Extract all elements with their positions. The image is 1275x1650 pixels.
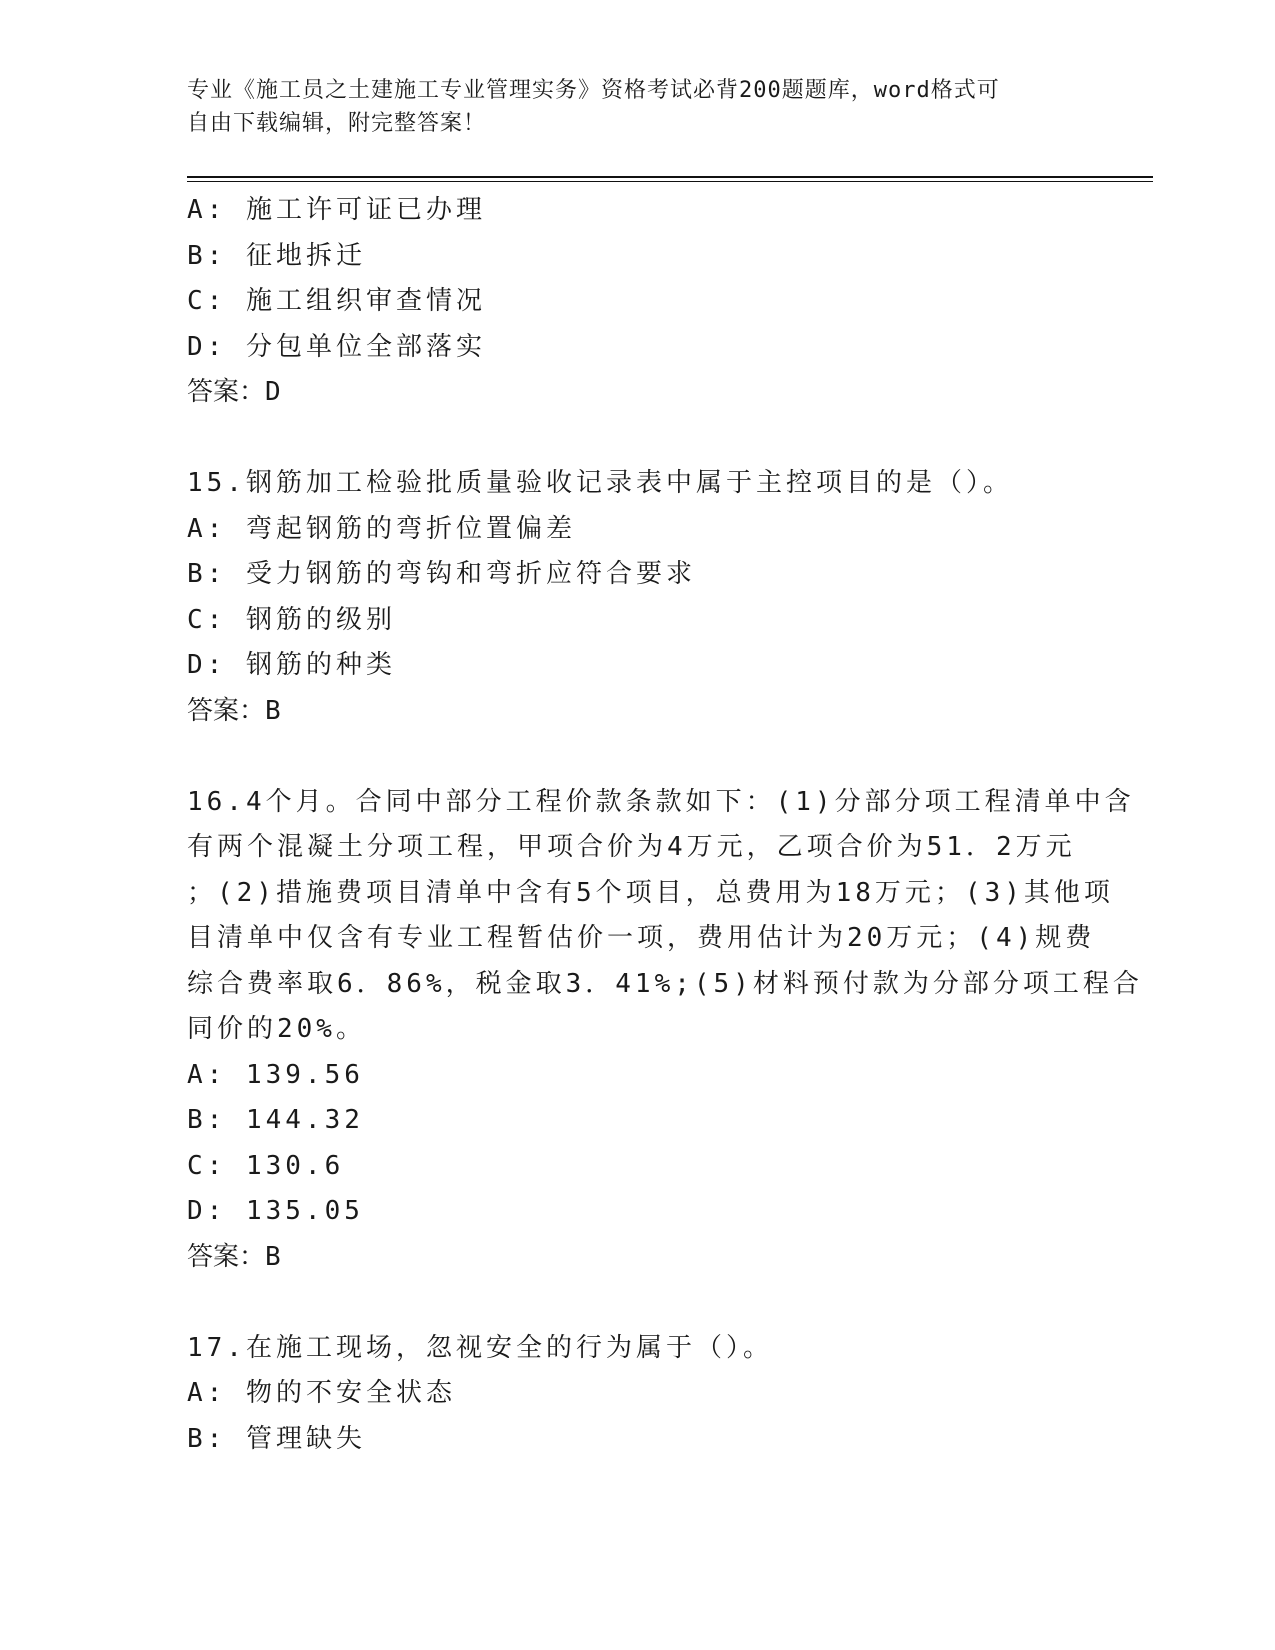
option-b: B: 管理缺失 xyxy=(187,1423,366,1454)
option-d: D: 钢筋的种类 xyxy=(187,650,396,680)
answer-line: 答案：B xyxy=(187,695,281,726)
option-d: D: 分包单位全部落实 xyxy=(187,331,486,362)
option-b: B: 144.32 xyxy=(187,1105,364,1135)
question-15 xyxy=(187,461,1087,734)
question-text-line: 16.4个月。合同中部分工程价款条款如下：(1)分部分项工程清单中含 xyxy=(187,786,1135,817)
option-a: A: 弯起钢筋的弯折位置偏差 xyxy=(187,513,576,544)
header-title-line-2: 自由下载编辑，附完整答案！ xyxy=(187,111,487,136)
spacer xyxy=(187,734,1087,780)
option-a: A: 物的不安全状态 xyxy=(187,1378,456,1408)
option-c: C: 钢筋的级别 xyxy=(187,604,396,635)
question-text-line: ；(2)措施费项目清单中含有5个项目，总费用为18万元；(3)其他项 xyxy=(187,877,1114,908)
option-a: A: 施工许可证已办理 xyxy=(187,195,486,225)
question-17 xyxy=(187,1326,1087,1463)
header-title-line-1: 专业《施工员之土建施工专业管理实务》资格考试必背200题题库，word格式可 xyxy=(187,78,1000,103)
question-16 xyxy=(187,780,1143,1281)
question-text-line: 有两个混凝土分项工程，甲项合价为4万元，乙项合价为51．2万元 xyxy=(187,832,1076,862)
question-text: 17.在施工现场，忽视安全的行为属于（）。 xyxy=(187,1332,773,1363)
option-b: B: 受力钢筋的弯钩和弯折应符合要求 xyxy=(187,559,696,589)
question-text-line: 同价的20%。 xyxy=(187,1014,366,1044)
header-divider-thin xyxy=(187,181,1153,182)
spacer xyxy=(187,416,1087,462)
option-c: C: 施工组织审查情况 xyxy=(187,286,486,316)
question-text-line: 目清单中仅含有专业工程暂估价一项，费用估计为20万元；(4)规费 xyxy=(187,923,1096,953)
document-header xyxy=(187,74,1087,140)
option-c: C: 130.6 xyxy=(187,1150,345,1181)
answer-line: 答案：D xyxy=(187,377,281,407)
option-d: D: 135.05 xyxy=(187,1196,364,1226)
question-text-line: 综合费率取6．86%，税金取3．41%;(5)材料预付款为分部分项工程合 xyxy=(187,968,1143,999)
option-a: A: 139.56 xyxy=(187,1059,364,1090)
spacer xyxy=(187,1280,1087,1326)
option-b: B: 征地拆迁 xyxy=(187,240,366,271)
question-14 xyxy=(187,188,1087,416)
question-list xyxy=(187,188,1143,1462)
answer-line: 答案：B xyxy=(187,1241,281,1272)
header-divider-thick xyxy=(187,176,1153,178)
question-text: 15.钢筋加工检验批质量验收记录表中属于主控项目的是（）。 xyxy=(187,468,1013,498)
